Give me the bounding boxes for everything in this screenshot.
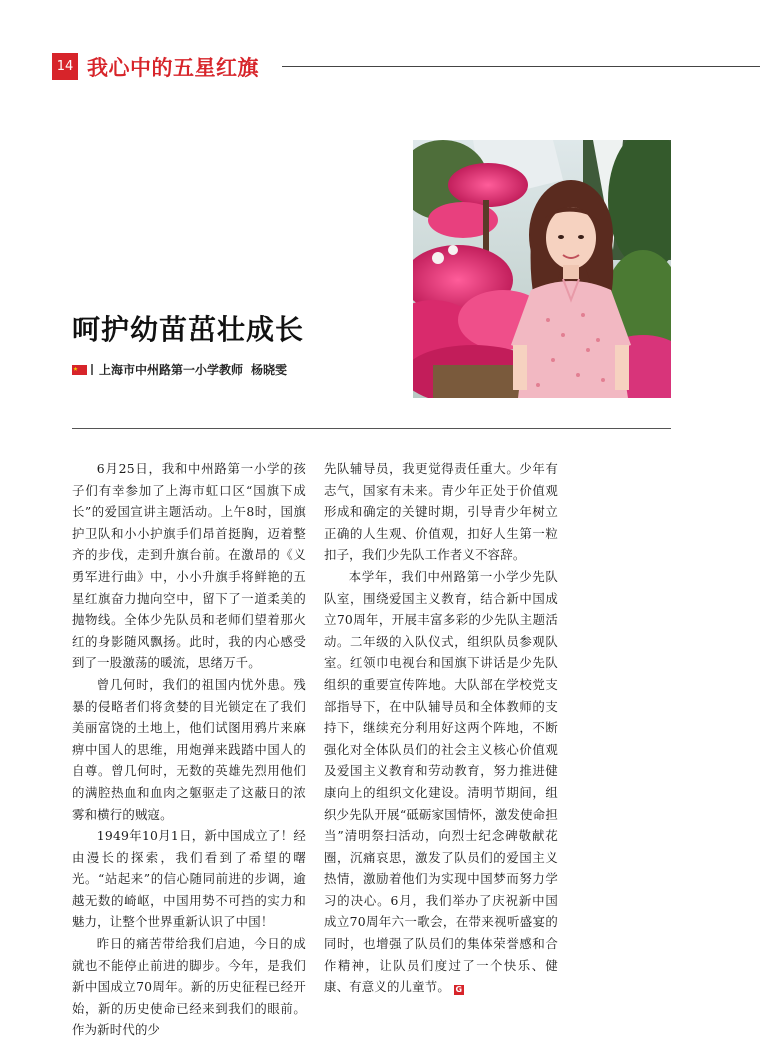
paragraph: 1949年10月1日，新中国成立了！经由漫长的探索，我们看到了希望的曙光。“站起来”的信心随同前进的步调，逾越无数的崎岖，中国用势不可挡的实力和魅力，让整个世界重新认识了中国！ — [72, 828, 306, 930]
portrait-photo-icon — [413, 140, 671, 398]
byline — [72, 361, 287, 378]
byline-separator — [91, 364, 93, 375]
body-divider — [72, 428, 671, 429]
paragraph-last — [324, 566, 558, 998]
portrait-photo — [413, 140, 671, 398]
header-divider — [282, 66, 760, 67]
section-title: 我心中的五星红旗 — [87, 56, 259, 80]
paragraph: 6月25日，我和中州路第一小学的孩子们有幸参加了上海市虹口区“国旗下成长”的爱国宣讲主题活动。上午8时，国旗护卫队和小小护旗手们昂首挺胸，迈着整齐的步伐，走到升旗台前。在激昂的《义勇军进行曲》中，小小升旗手将鲜艳的五星红旗奋力抛向空中，留下了一道柔美的抛物线。全体少先队员和老师们望着那火红的身影随风飘扬。此时，我的内心感受到了一股激荡的暖流，思绪万千。 — [72, 461, 306, 671]
page-number: 14 — [52, 53, 78, 80]
paragraph: 先队辅导员，我更觉得责任重大。少年有志气，国家有未来。青少年正处于价值观形成和确定的关键时期，引导青少年树立正确的人生观、价值观，扣好人生第一粒扣子，我们少先队工作者义不容辞。 — [324, 461, 558, 563]
author-affiliation: 上海市中州路第一小学教师 — [99, 363, 244, 377]
article-column-right — [324, 458, 558, 998]
flag-icon — [72, 365, 87, 375]
article-title: 呵护幼苗茁壮成长 — [72, 313, 305, 346]
paragraph-text: 本学年，我们中州路第一小学少先队队室，围绕爱国主义教育，结合新中国成立70周年，开展丰富多彩的少先队主题活动。二年级的入队仪式，组织队员参观队室。红领巾电视台和国旗下讲话是少先队组织的重要宣传阵地。大队部在学校党支部指导下，在中队辅导员和全体教师的支持下，继续充分利用好这两个阵地，不断强化对全体队员们的社会主义核心价值观及爱国主义教育和劳动教育，努力推进健康向上的组织文化建设。清明节期间，组织少先队开展“砥砺家国情怀，激发使命担当”清明祭扫活动，向烈士纪念碑敬献花圈，沉痛哀思，激发了队员们的爱国主义热情，激励着他们为实现中国梦而努力学习的决心。6月，我们举办了庆祝新中国成立70周年六一歌会，在带来视听盛宴的同时，也增强了队员们的集体荣誉感和合作精神，让队员们度过了一个快乐、健康、有意义的儿童节。 — [324, 568, 558, 995]
author-name: 杨晓雯 — [251, 363, 288, 377]
article-column-left — [72, 458, 306, 1041]
paragraph: 昨日的痛苦带给我们启迪，今日的成就也不能停止前进的脚步。今年，是我们新中国成立70周年。新的历史征程已经开始，新的历史使命已经来到我们的眼前。作为新时代的少 — [72, 936, 306, 1038]
end-mark-icon: G — [455, 985, 463, 995]
paragraph: 曾几何时，我们的祖国内忧外患。残暴的侵略者们将贪婪的目光锁定在了我们美丽富饶的土地上，他们试图用鸦片来麻痹中国人的思维，用炮弹来践踏中国人的自尊。曾几何时，无数的英雄先烈用他们的满腔热血和血肉之躯驱走了这蔽日的浓雾和横行的贼寇。 — [72, 676, 306, 822]
